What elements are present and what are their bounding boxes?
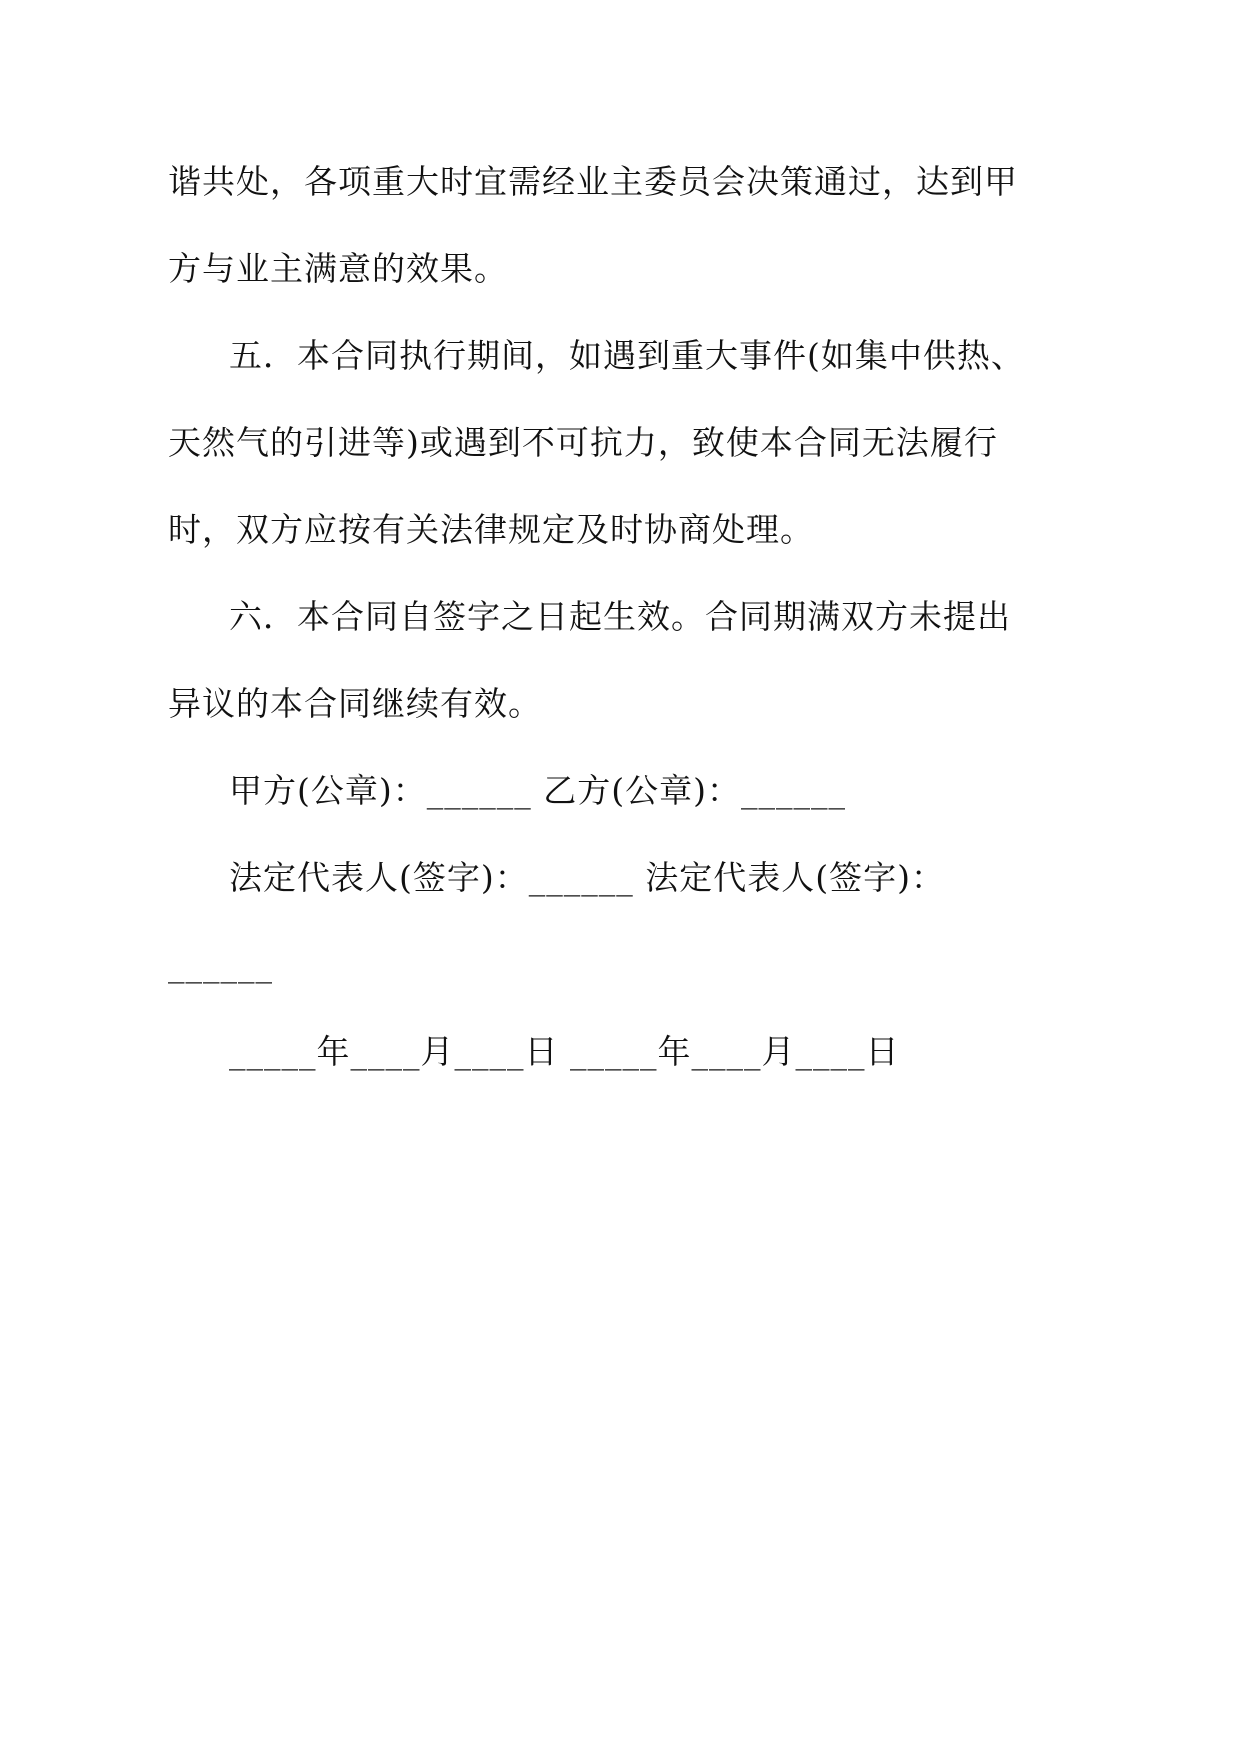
seal-line: 甲方(公章)：______ 乙方(公章)：______ [229,771,846,810]
clause-6-line-2: 异议的本合同继续有效。 [168,684,542,723]
text-line-1: 谐共处，各项重大时宜需经业主委员会决策通过，达到甲 [168,162,1018,201]
clause-6-line-1: 六．本合同自签字之日起生效。合同期满双方未提出 [229,597,1011,636]
date-line: _____年____月____日 _____年____月____日 [229,1032,900,1071]
clause-5-line-2: 天然气的引进等)或遇到不可抗力，致使本合同无法履行 [168,423,998,462]
representative-line: 法定代表人(签字)：______ 法定代表人(签字)： [229,858,945,897]
text-line-2: 方与业主满意的效果。 [168,249,508,288]
clause-5-line-3: 时，双方应按有关法律规定及时协商处理。 [168,510,814,549]
clause-5-line-1: 五．本合同执行期间，如遇到重大事件(如集中供热、 [229,336,1025,375]
representative-blank-line: ______ [168,945,273,984]
